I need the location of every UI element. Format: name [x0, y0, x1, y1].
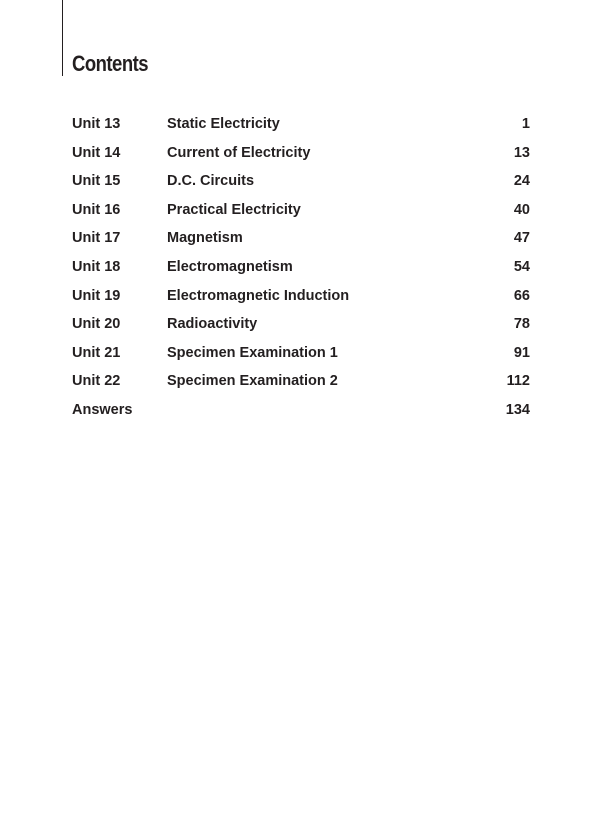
toc-row[interactable] — [72, 143, 530, 172]
table-of-contents — [72, 114, 530, 429]
toc-row[interactable] — [72, 371, 530, 400]
toc-page-number: 47 — [513, 230, 530, 247]
toc-page-number: 1 — [521, 116, 530, 132]
toc-unit: Unit 14 — [72, 144, 121, 161]
page-title: Contents — [72, 51, 149, 76]
toc-page-number: 134 — [505, 401, 530, 418]
toc-unit: Unit 22 — [72, 373, 121, 390]
toc-row[interactable] — [72, 228, 530, 257]
toc-page-number: 66 — [513, 287, 530, 304]
toc-topic: Magnetism — [167, 230, 243, 247]
toc-page-number: 13 — [513, 144, 530, 161]
toc-page-number: 112 — [506, 373, 530, 390]
toc-unit: Unit 16 — [72, 201, 121, 218]
toc-topic: Current of Electricity — [167, 144, 311, 161]
toc-topic: Electromagnetic Induction — [167, 287, 350, 304]
toc-topic: D.C. Circuits — [167, 173, 255, 190]
toc-topic: Specimen Examination 1 — [167, 344, 338, 361]
toc-unit: Answers — [72, 401, 133, 418]
toc-row[interactable] — [72, 257, 530, 286]
toc-row[interactable] — [72, 171, 530, 200]
toc-page-number: 78 — [513, 316, 530, 333]
toc-page-number: 91 — [513, 344, 530, 361]
toc-row[interactable] — [72, 400, 530, 429]
toc-unit: Unit 20 — [72, 316, 121, 333]
toc-unit: Unit 17 — [72, 230, 121, 247]
toc-topic: Static Electricity — [167, 116, 280, 132]
toc-page-number: 54 — [513, 258, 530, 275]
toc-page-number: 40 — [513, 201, 530, 218]
toc-row[interactable] — [72, 314, 530, 343]
margin-rule — [62, 0, 63, 76]
toc-row[interactable] — [72, 286, 530, 315]
toc-topic: Electromagnetism — [167, 258, 293, 275]
toc-row[interactable] — [72, 114, 530, 143]
toc-unit: Unit 15 — [72, 173, 121, 190]
toc-page-number: 24 — [513, 173, 530, 190]
toc-unit: Unit 19 — [72, 287, 121, 304]
toc-topic: Specimen Examination 2 — [167, 373, 338, 390]
toc-unit: Unit 18 — [72, 258, 121, 275]
toc-unit: Unit 21 — [72, 344, 121, 361]
toc-topic: Practical Electricity — [167, 201, 301, 218]
toc-row[interactable] — [72, 343, 530, 372]
toc-unit: Unit 13 — [72, 116, 121, 132]
toc-topic: Radioactivity — [167, 316, 258, 333]
toc-row[interactable] — [72, 200, 530, 229]
